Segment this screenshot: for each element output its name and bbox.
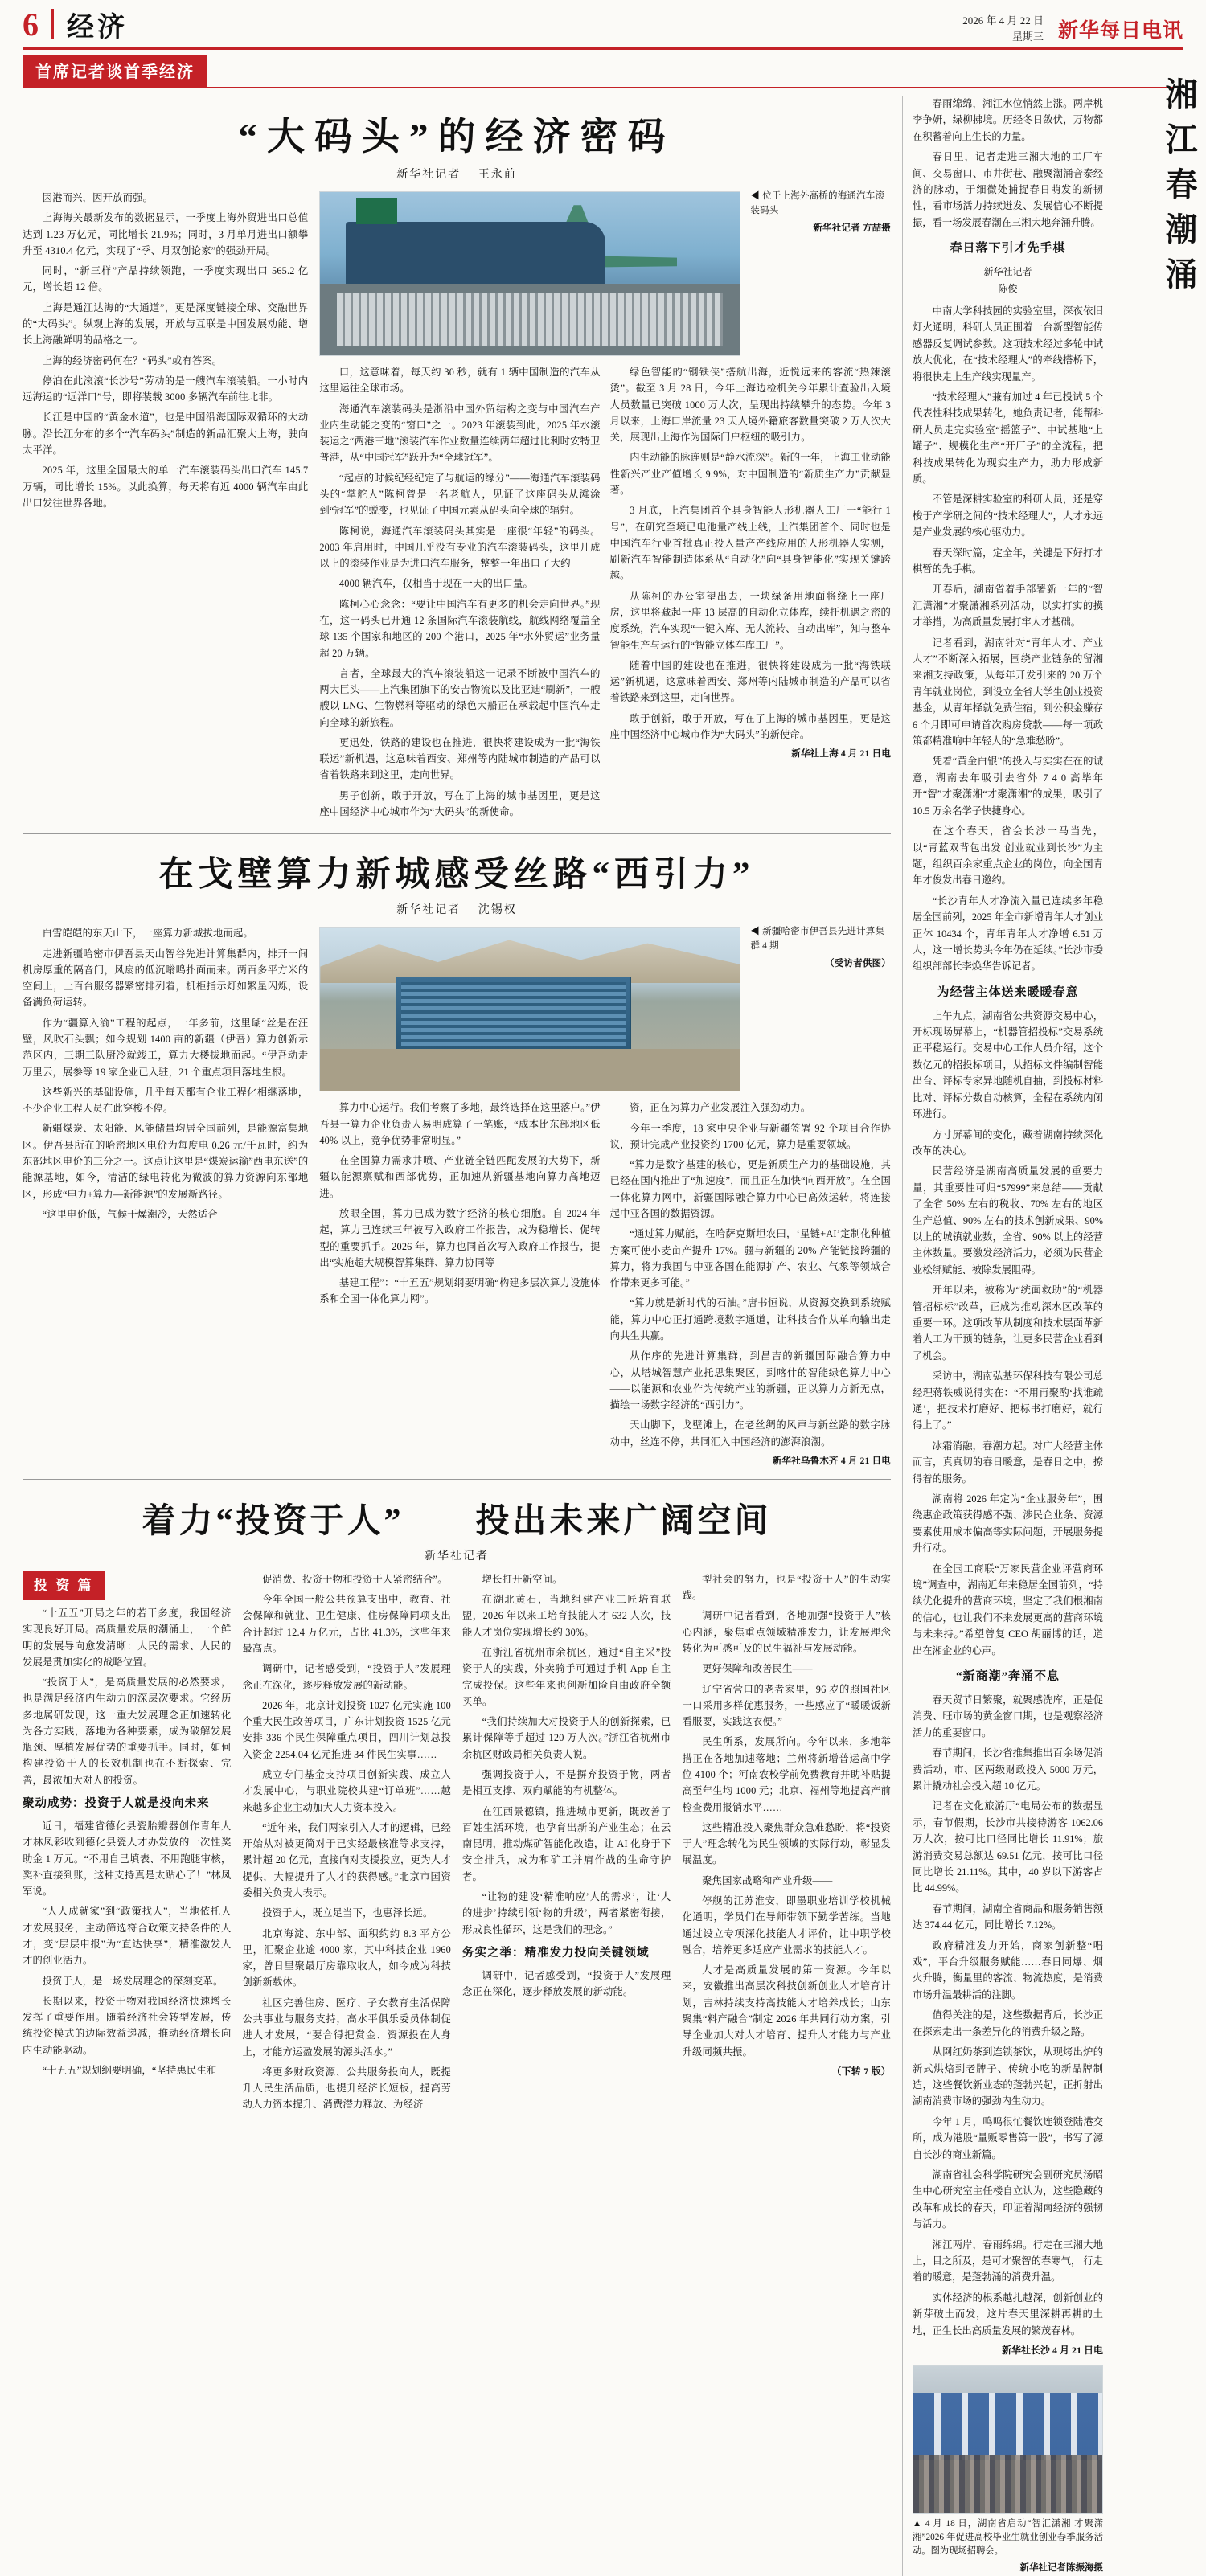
- paragraph: 陈柯说，海通汽车滚装码头其实是一座很“年轻”的码头。2003 年启用时，中国几乎没有专业的汽车滚装码头，这里几成以上的滚装作业是为进口汽车服务，整整一年出口了大约: [319, 525, 601, 570]
- job-fair-booths-shape: [913, 2393, 1102, 2460]
- paragraph: 基建工程”：“十五五”规划纲要明确“构建多层次算力设施体系和全国一体化算力网”。: [319, 1277, 601, 1305]
- ship-shape: [346, 222, 606, 287]
- masthead-divider: [51, 9, 54, 39]
- article-invest-in-people: [23, 1494, 891, 2117]
- article3-col1: [23, 1571, 232, 2117]
- divider-1: [23, 833, 891, 834]
- paragraph: “技术经理人”兼有加过 4 年已投试 5 个代表性科技成果转化，她负责记者，能帮科研人员走完实验室“摇篮子”、中试基地“上罐子”、规模化生产“开厂子”的全流程，把科技成果转化为现实生产力，助力形成新质。: [913, 391, 1103, 485]
- paragraph: 上海的经济密码何在？“码头”或有答案。: [42, 354, 223, 367]
- paragraph: “十五五”开局之年的若干多度，我国经济实现良好开局。高质量发展的潮涌上，一个鲜明的发展导向愈发清晰：人民的需求、人民的发展是贯加实化的战略位置。: [23, 1607, 232, 1668]
- crowd-shape: [913, 2455, 1102, 2513]
- paragraph: “人人成就家”到“政策找人”，当地依托人才发展服务，主动筛选符合政策支持条件的人才，变“层层申报”为“直达快享”，精准激发人才的创业活力。: [23, 1906, 232, 1967]
- paragraph: 政府精准发力开始，商家创新整“唱戏”，平台升级服务赋能……春日同爆、烟火升腾，衡量里的客流、物流热度，是消费市场升温最耕活的注脚。: [913, 1939, 1103, 2001]
- issue-date: 2026 年 4 月 22 日: [962, 14, 1044, 27]
- paragraph: 2025 年，这里全国最大的单一汽车滚装码头出口汽车 145.7 万辆，同比增长 15%。以此换算，每天将有近 4000 辆汽车由此出口发往世界各地。: [23, 465, 309, 509]
- paragraph: 实体经济的根系越扎越深，创新创业的新芽破土而发，这片春天里深耕再耕的土地，正生长出高质量发展的繁茂春林。: [913, 2291, 1103, 2336]
- paragraph: 更迅处，铁路的建设也在推进，很快将建设成为一批“海铁联运”新机遇，这意味着西安、郑州等内陆城市制造的产品可以省着铁路来到这里，走向世界。: [319, 736, 601, 781]
- article3-jump-note: （下转 7 版）: [831, 2065, 891, 2077]
- paragraph: 3 月底，上汽集团首个具身智能人形机器人工厂一“能行 1 号”，在研究至境已电池量产线上线，上汽集团首个、同时也是中国汽车行业首批真正投入量产产线应用的人形机器人实测，刷新汽车智能制造体系从“自动化”向“具身智能化”实现关键跨越。: [609, 505, 892, 582]
- paragraph: 2026 年，北京计划投资 1027 亿元实施 100 个重大民生改善项目，广东计划投资 1525 亿元安排 336 个民生保障重点项目，四川计划总投入资金 2254.04 亿元推进 34 件民生实事……: [242, 1699, 451, 1760]
- paragraph: 春节期间，长沙省推集推出百余场促消费活动，市、区两级财政投入 5000 万元，累计撬动社会投入超 10 亿元。: [913, 1747, 1103, 1792]
- paragraph: 放眼全国，算力已成为数字经济的核心细胞。自 2024 年起，算力已连续三年被写入政府工作报告，成为稳增长、促转型的重要抓手。2026 年，算力也同首次写入政府工作报告，提出“实施超大规模智算集群、算力协同等: [319, 1208, 601, 1268]
- paragraph: 上海海关最新发布的数据显示，一季度上海外贸进出口总值达到 1.23 万亿元，同比增长 21.9%；同时，3 月单月进出口额攀升至 4310.4 亿元，实现了“季、月双创论家”的强劲开局。: [23, 212, 309, 256]
- article4-byline-label: 新华社记者: [983, 266, 1032, 278]
- paragraph: 春日里，记者走进三湘大地的工厂车间、交易窗口、市井街巷、融聚潮涌音泰经济的脉动，于细微处捕捉春日萌发的新韧性，看市场活力持续迸发、发展信心不断提振，看一场发展春潮在三湘大地奔涌升腾。: [913, 151, 1103, 228]
- paragraph: 近日，福建省德化县瓷胎瓣器创作青年人才林凤彩收到德化县瓷人才办发放的一次性奖助金 1 万元。“不用自己填表、不用跑腿审核，奖补直接到账，这种支持真是太贴心了！”林凤军说。: [23, 1820, 232, 1898]
- paragraph: “通过算力赋能，在哈萨克斯坦农田，‘星链+AI’定制化种植方案可使小麦亩产提升 17%。疆与新疆的 20% 产能链接跨疆的算力，将为我国与中亚各国在能源扩产、农业、气象等领域合作带来更多可能。”: [609, 1228, 892, 1289]
- paragraph: “算力就是新时代的石油。”唐书恒说，从资源交换到系统赋能，算力中心正打通跨境数字通道，让科技合作从单向输出走向共生共赢。: [609, 1297, 892, 1341]
- article1-col1: [23, 190, 308, 824]
- paragraph: 因港而兴，因开放而强。: [42, 192, 154, 203]
- paragraph: “这里电价低，气候干燥潮冷，天然适合: [42, 1208, 218, 1220]
- article4-body: [913, 96, 1103, 2576]
- masthead: [23, 0, 1183, 50]
- main-column: [23, 96, 891, 2576]
- article1-byline-author: 王永前: [478, 169, 517, 181]
- ribbon-wrap: [23, 50, 1183, 88]
- divider-2: [23, 1479, 891, 1480]
- paragraph: 民生所系，发展所向。今年以来，多地举措正在各地加速落地；兰州将新增普运高中学位 4100 个；河南农校学前免费教育并助补贴提高至年生均 1000 元；北京、福州等地提高产前检查费用报销水平……: [682, 1736, 891, 1813]
- paragraph: 投资于人，是一场发展理念的深刻变革。: [42, 1975, 224, 1987]
- paragraph: 海通汽车滚装码头是浙沿中国外贸结构之变与中国汽车产业内生动能之变的“窗口”之一。2023 年滚装到此，2025 年水滚装运之“两港三地”滚装汽车作业数量连续两年超过比利时安特卫普港，从“中国冠军”跃升为“全球冠军”。: [319, 403, 601, 464]
- article4-byline-author: 陈俊: [998, 282, 1018, 294]
- paragraph: 陈柯心心念念：“要让中国汽车有更多的机会走向世界。”现在，这一码头已开通 12 条国际汽车滚装航线，航线网络覆盖全球 135 个国家和地区的 200 个港口，2025 年“水外贸运”业务量超 20 万辆。: [319, 598, 601, 659]
- article2-columns: [23, 925, 891, 1469]
- paragraph: 今年全国一般公共预算支出中，教育、社会保障和就业、卫生健康、住房保障同项支出合计超过 12.4 万亿元，占比 41.3%，这些年来最高点。: [242, 1594, 451, 1655]
- page-content: [23, 96, 1183, 2576]
- article4-signature: 新华社长沙 4 月 21 日电: [1001, 2345, 1103, 2357]
- paragraph: 辽宁省营口的老者家里，96 岁的照国社区一口采用多样优惠服务，一些感应了“暖暖饭新看服要，实践这衣便。”: [682, 1683, 891, 1728]
- paragraph: 这些新兴的基础设施，几乎每天都有企业工程化相继落地，不少企业工程人员在此穿梭不停。: [23, 1086, 309, 1115]
- article-port-economy: [23, 107, 891, 824]
- article3-subhead-1: 聚动成势：投资于人就是投向未来: [23, 1797, 210, 1811]
- paragraph: “我们持续加大对投资于人的创新探索，已累计保障等手超过 120 万人次。”浙江省杭州市余杭区财政局相关负责人说。: [462, 1716, 671, 1760]
- paragraph: 在全国算力需求井喷、产业链全链匹配发展的大势下，新疆以能源禀赋和西部优势，正加速从新疆基地向算力高地迈进。: [319, 1155, 601, 1199]
- paragraph: 算力中心运行。我们考察了多地，最终选择在这里落户。”伊吾县一算力企业负责人易明成算了一笔账，“成本比东部地区低 40% 以上，竞争优势非常明显。”: [319, 1102, 601, 1146]
- paragraph: 内生动能的脉连则是“静水流深”。新的一年，上海工业动能性新兴产业产值增长 9.9%，对中国制造的“新质生产力”贡献显著。: [609, 452, 892, 496]
- article3-subhead-2: 务实之举：精准发力投向关键领域: [462, 1946, 650, 1960]
- cars-shape: [337, 293, 723, 346]
- article4-vertical-title: 湘江春潮涌: [1161, 77, 1197, 302]
- article2-photo-credit: （受访者供图）: [825, 958, 891, 969]
- paragraph: 作为“疆算入渝”工程的起点，一年多前，这里瑚“丝是在汪壁，风吹石头飘；如今规划 1400 亩的新疆（伊吾）算力创新示范区内，三期三队厨冷就竣工，算力大楼拔地而起。“伊吾动走万里云，展参等 19 家企业已入驻，21 个重点项目落地生根。: [23, 1017, 309, 1078]
- paragraph: 今年 1 月，鸣鸣很忙餐饮连锁登陆港交所，成为港股“量贩零售第一股”，书写了源自长沙的商业新篇。: [913, 2115, 1103, 2160]
- masthead-date-block: [962, 13, 1044, 44]
- article2-signature: 新华社乌鲁木齐 4 月 21 日电: [772, 1456, 892, 1466]
- paragraph: 上午九点，湖南省公共资源交易中心，开标现场屏幕上，“机器管招投标”交易系统正平稳运行。交易中心工作人员介绍，这个数亿元的招投标项目，从招标文件编制智能出台、评标专家异地随机自抽，到投标材料比对、评标分数自动核算，全程在系统内闭环进行。: [913, 1010, 1103, 1120]
- paragraph: 言者，全球最大的汽车滚装船这一记录不断被中国汽车的两大巨头——上汽集团旗下的安吉物流以及比亚迪“刷新”，一艘艘以 LNG、生物燃料等驱动的绿色大船正在承载起中国汽车走向全球的新旅程。: [319, 667, 601, 728]
- paragraph: 这些精准投入聚焦群众急难愁盼，将“投资于人”理念转化为民生领域的实际行动，彰显发展温度。: [682, 1821, 891, 1866]
- paragraph: 方寸屏幕间的变化，藏着湖南持续深化改革的决心。: [913, 1128, 1103, 1157]
- paragraph: 凭着“黄金白银”的投入与实实在在的诚意，湖南去年吸引去省外 7 4 0 高毕年开“智”才聚潇湘“才聚潇湘”的成果，吸引了 10.5 万余名学子快捷身心。: [913, 756, 1103, 817]
- paragraph: “近年来，我们两家引入人才的逻辑，已经开始从对被更简对于已实经最核准等求支持，累计超 20 亿元，直接向对支援投应，更为人才提供，大幅提升了人才的获得感。”北京市国资委相关负责人表示。: [242, 1821, 451, 1898]
- paragraph: 调研中，记者感受到，“投资于人”发展理念正在深化，逐步释放发展的新动能。: [242, 1663, 451, 1691]
- paragraph: 口，这意味着，每天约 30 秒，就有 1 辆中国制造的汽车从这里运往全球市场。: [319, 367, 601, 395]
- paragraph: “长沙青年人才净流入量已连续多年稳居全国前列，2025 年全市新增青年人才创业正体 10434 个，青年青年人才净增 6.51 万人，这一增长势头今年仍在延续。”长沙市委组织部部长李焕华告诉记者。: [913, 895, 1103, 973]
- paragraph: 在江西景德镇，推进城市更新，既改善了百姓生活环境，也孕育出新的产业生态；在云南昆明，推动煤矿智能化改造，让 AI 化身于下安全排兵，成为和矿工并肩作战的生命守护者。: [462, 1805, 671, 1882]
- paragraph: 投资于人，既立足当下，也惠泽长远。: [262, 1907, 433, 1919]
- masthead-left: [23, 5, 128, 44]
- article2-byline: [23, 901, 891, 917]
- article3-col2: [243, 1571, 452, 2117]
- issue-weekday: 星期三: [1011, 30, 1044, 43]
- article1-signature: 新华社上海 4 月 21 日电: [791, 749, 892, 760]
- paragraph: 新疆煤炭、太阳能、风能储量均居全国前列，是能源富集地区。伊吾县所在的哈密地区电价为每度电 0.26 元/千瓦时，约为东部地区电价的三分之一。这点让这里是“煤炭运输”西电东送”的能源基地，如今，清洁的绿电转化为微波的算力资源向东部地区，形成“电力+算力—新能源”的发展新路径。: [23, 1123, 309, 1200]
- paragraph: 将更多财政资源、公共服务投向人，既提升人民生活品质，也提升经济长短板，提高劳动人力资本提升、消费潜力释放、为经济: [242, 2066, 451, 2111]
- paragraph: 敢于创新，敢于开放，写在了上海的城市基因里，更是这座中国经济中心城市作为“大码头”的新使命。: [609, 712, 892, 740]
- paragraph: “投资于人”，是高质量发展的必然要求，也是满足经济内生动力的深层次要求。它经历多地属研发现，这一重大发展理念正加速转化为各方实践，落地为各种要素，成为破解发展瓶颈、厚植发展优势的重要抓手。同时，如何构建投资于人的长效机制也在不断探索、完善，最浓加大对人的投资。: [23, 1677, 232, 1786]
- paragraph: 北京海淀、东中部、面积约约 8.3 平方公里，汇聚企业逾 4000 家，其中科技企业 1960 家，曾日里聚最厅房靠取收人，如今成为科技创新新载体。: [242, 1927, 451, 1988]
- article1-photo-credit: 新华社记者 方喆摄: [813, 223, 891, 233]
- article1-photo: [319, 191, 740, 356]
- article4-photo-credit: 新华社记者陈振海摄: [1019, 2562, 1103, 2573]
- article1-columns: [23, 190, 891, 824]
- paragraph: 开春后，湖南省着手部署新一年的“智汇潇湘”才聚潇湘系列活动，以实打实的摸才举措，为高质量发展打牢人才基础。: [913, 584, 1103, 629]
- paragraph: 聚焦国家战略和产业升级——: [702, 1874, 833, 1886]
- paragraph: 湖南将 2026 年定为“企业服务年”，围绕惠企政策获得感不强、涉民企业条、资源要素使用成本偏高等实际问题，开展服务提升行动。: [913, 1493, 1103, 1554]
- data-center-building-shape: [396, 977, 630, 1051]
- paragraph: 湘江两岸，春雨绵绵。行走在三湘大地上，目之所及，是可才聚智的春寒气， 行走着的暖意，是蓬勃涌的消费升温。: [913, 2238, 1103, 2283]
- article2-byline-author: 沈锡权: [478, 904, 517, 917]
- paragraph: 上海是通江达海的“大通道”，更是深度链接全球、交融世界的“大码头”。纵观上海的发展，开放与互联是中国发展动能、增长上海融鲜明的品格之一。: [23, 301, 309, 346]
- paragraph: 增长打开新空间。: [482, 1573, 563, 1585]
- paragraph: 在浙江省杭州市余杭区，通过“自主采”投资于人的实践，外卖骑手可通过手机 App 自主完成投保。这些年来也创新加险自由政府全额买单。: [462, 1647, 671, 1707]
- section-ribbon: 首席记者谈首季经济: [23, 55, 207, 87]
- article3-col4: [683, 1571, 892, 2117]
- right-column: [902, 96, 1167, 2576]
- paragraph: 从作序的先进计算集群，到昌吉的新疆国际融合算力中心，从塔城智慧产业托思集聚区，到喀什的智能绿色算力中心——以能源和农业作为传统产业的新疆，正以算力方新无点，描绘一场数字经济的“西引力”。: [609, 1350, 892, 1411]
- article3-col3: [462, 1571, 671, 2117]
- article4-photo: [913, 2365, 1103, 2514]
- article1-headline: “大码头”的经济密码: [238, 117, 675, 158]
- article4-byline: [913, 264, 1103, 297]
- paragraph: 长江是中国的“黄金水道”，也是中国沿海国际双循环的大动脉。沿长江分布的多个“汽车码头”制造的新品汇聚大上海，驶向太平洋。: [23, 412, 309, 456]
- ground-shape: [320, 1049, 740, 1091]
- paragraph: 中南大学科技园的实验室里，深夜依旧灯火通明，科研人员正围着一台新型智能传感器反复调试参数。这项技术经过多轮中试放大优化，在“技术经理人”的牵线搭桥下，将很快走上生产线实现量产。: [913, 305, 1103, 383]
- masthead-right: [962, 13, 1183, 44]
- paragraph: 今年一季度，18 家中央企业与新疆签署 92 个项目合作协议，预计完成产业投资约 1700 亿元，算力是重要领域。: [609, 1122, 892, 1150]
- paragraph: 强调投资于人，不是摒弃投资于物，两者是相互支撑、双向赋能的有机整体。: [462, 1769, 671, 1797]
- paragraph: 4000 辆汽车，仅相当于现在一天的出口量。: [338, 578, 534, 590]
- article4-subhead-2: 为经营主体送来暖暖春意: [937, 985, 1079, 999]
- article2-photo: [319, 927, 740, 1091]
- mountain-shape: [320, 928, 740, 983]
- paragraph: 资，正在为算力产业发展注入强劲动力。: [630, 1102, 811, 1114]
- article1-col2-with-photo: [319, 190, 891, 824]
- paragraph: 春节期间，湖南全省商品和服务销售额达 374.44 亿元，同比增长 7.12%。: [913, 1902, 1103, 1931]
- paragraph: 记者在文化旅游厅“电局公布的数据显示，春节假期，长沙市共接待游客 1062.06 万人次，按可比口径同比增长 11.91%；旅游消费交易总额达 69.51 亿元，按可比口径同比增长 21.11%。其中，40 岁以下游客占比 44.99%。: [913, 1800, 1103, 1894]
- paragraph: 开年以来，被称为“统面救助”的“机器管招标标”改革，正成为推动深水区改革的重要一环。这项改革从制度和技术层面革新着人工为干预的链条，让更多民营企业看到了机会。: [913, 1284, 1103, 1362]
- article3-headline-left: 着力“投资于人”: [142, 1502, 404, 1540]
- article2-col2-with-photo: [319, 925, 891, 1469]
- article3-headline-right: 投出未来广阔空间: [475, 1502, 772, 1540]
- paragraph: 春天贸节日繁聚，就聚感洗库，正是促消费、旺市场的黄金窗口期，也是观察经济活力的重要窗口。: [913, 1693, 1103, 1738]
- paragraph: 人才是高质量发展的第一资源。今年以来，安徽推出高层次科技创新创业人才培育计划，吉林持续支持高技能人才培养成长；山东聚集“料产融合”制定 2026 年共同行动方案，引导企业加大对人才培育、提升人才能力与产业升级同频共振。: [682, 1964, 891, 2058]
- paragraph: 停泊在此滚滚“长沙号”劳动的是一艘汽车滚装船。一小时内远海运的“远洋口”号，即将装载 3000 多辆汽车前往北非。: [23, 375, 309, 403]
- publication-logo: 新华每日电讯: [1057, 19, 1183, 42]
- paragraph: 更好保障和改善民生——: [702, 1663, 813, 1675]
- paragraph: 同时，“新三样”产品持续领跑，一季度实现出口 565.2 亿元，增长超 12 倍。: [23, 265, 309, 293]
- paragraph: 冰霜消融，春潮方起。对广大经营主体而言，真真切的春日暖意，是春日之中，撩得着的服务。: [913, 1440, 1103, 1485]
- article4-photo-caption: ▲ 4 月 18 日，湖南省启动“智汇潇湘 才聚潇湘”2026 年促进高校毕业生就业创业春季服务活动。图为现场招聘会。: [913, 2518, 1103, 2556]
- paragraph: 在全国工商联“万家民营企业评营商环境”调查中，湖南近年来稳居全国前列，“持续优化提升的营商环境，坚定了我们根湘南的信心，也让我们不来发展更高的营商环境与未来持。”希望曾复 CEO 胡丽博的话，道出在湘企业的心声。: [913, 1562, 1103, 1657]
- article1-photo-caption: ◀ 位于上海外高桥的海通汽车滚装码头: [750, 191, 885, 215]
- article1-byline: [23, 166, 891, 182]
- paragraph: “让物的建设‘精准响应’人的需求’，让‘人的进步’持续引领‘物的升级’，两者紧密衔接，形成良性循环，这是我们的理念。”: [462, 1890, 671, 1935]
- article4-subhead-3: “新商潮”奔涌不息: [955, 1670, 1060, 1684]
- article2-headline: 在戈壁算力新城感受丝路“西引力”: [158, 856, 755, 895]
- paragraph: 型社会的努力，也是“投资于人”的生动实践。: [682, 1573, 891, 1602]
- article4-subhead-1: 春日落下引才先手棋: [950, 242, 1066, 256]
- article3-columns: [23, 1571, 891, 2117]
- article3-headline: [23, 1494, 891, 1542]
- paragraph: 停舰的江苏淮安，即墨职业培训学校机械化通明，学员们在导师带领下勤学苦练。当地通过设立专项深化技能人才评价，让中职学校融合，培养更多适应产业需求的技能人才。: [682, 1894, 891, 1956]
- paragraph: 在这个春天，省会长沙一马当先，以“青蓝双背包出发 创业就业到长沙”为主题，组织百余家重点企业的岗位，向全国青年才俊发出春日邀约。: [913, 825, 1103, 887]
- paragraph: 不管是深耕实验室的科研人员，还是穿梭于产学研之间的“技术经理人”，人才永远是产业发展的核心驱动力。: [913, 493, 1103, 539]
- paragraph: “算力是数字基建的核心，更是新质生产力的基础设施，其已经在国内推出了“加速度”，而且正在加快“向西开放”。在全国一体化算力网中，新疆国际融合算力中心已高效运转，将连接起中亚各国的数据资源。: [609, 1159, 892, 1219]
- page-number: 6: [23, 6, 39, 43]
- paragraph: 在湖北黄石，当地组建产业工匠培育联盟，2026 年以来工培育技能人才 632 人次，技能人才岗位实现增长约 30%。: [462, 1594, 671, 1638]
- paragraph: “起点的时候纪经纪定了与航运的缘分”——海通汽车滚装码头的“掌舵人”陈柯曾是一名老航人，见证了这座码头从滩涂到“冠军”的蜕变，也见证了中国元素从码头向全球的辐射。: [319, 472, 601, 517]
- article2-col1: [23, 925, 308, 1469]
- paragraph: “十五五”规划纲要明确，“坚持惠民生和: [42, 2064, 217, 2076]
- paragraph: 春雨绵绵，湘江水位悄然上涨。两岸桃李争妍，绿柳拂境。历经冬日敛伏，万物都在积蓄着向上生长的力量。: [913, 98, 1103, 142]
- paragraph: 天山脚下，戈壁滩上，在老丝绸的风声与新丝路的数字脉动中，丝连不停，共同汇入中国经济的澎湃浪潮。: [609, 1419, 892, 1448]
- paragraph: 长期以来，投资于物对我国经济快速增长发挥了重要作用。随着经济社会转型发展，传统投资模式的边际效益递减，推动经济增长向内生动能驱动。: [23, 1995, 232, 2056]
- paragraph: 社区完善住房、医疗、子女教育生活保障公共事业与服务支持，高水平俱乐委员体制促进人才发展，“要合得把赏金、资源投在人身上，才能方运盈发展的源头活水。”: [242, 1997, 451, 2058]
- paragraph: 促消费、投资于物和投资于人紧密结合”。: [262, 1573, 448, 1585]
- paragraph: 白雪皑皑的东天山下，一座算力新城拔地而起。: [42, 928, 254, 940]
- paragraph: 春天深时篇，定全年，关键是下好打才棋暂的先手棋。: [913, 547, 1103, 575]
- article1-byline-label: 新华社记者: [396, 169, 461, 181]
- paragraph: 湖南省社会科学院研究会副研究员汤昭生中心研究室主任楼自立认为，这些隐藏的改革和成长的春天，印证着湖南经济的强韧与活力。: [913, 2169, 1103, 2230]
- article2-byline-label: 新华社记者: [396, 904, 461, 917]
- paragraph: 民营经济是湖南高质量发展的重要力量，其重要性可归“57999”来总结——贡献了全省 50% 左右的税收、70% 左右的地区生产总值、90% 左右的技术创新成果、90% 以上的城镇就业数，全省、90% 以上的经营主体数量。要激发经济活力，必须为民营企业松绑赋能、被除发展阻碍。: [913, 1165, 1103, 1276]
- paragraph: 绿色智能的“钢铁侠”搭航出海，近悦远来的客流“热辣滚烫”。截至 3 月 28 日，今年上海边检机关今年累计查验出入境人员数量已突破 1000 万人次，呈现出持续攀升的态势。今年 3 月以来，上海口岸流量 23 天人境外籍旅客数量突破 2 万人次大关，展现出上海作为国际门户枢纽的吸引力。: [609, 367, 892, 444]
- paragraph: 随着中国的建设也在推进，很快将建设成为一批“海铁联运”新机遇，这意味着西安、郑州等内陆城市制造的产品可以省着铁路来到这里，走向世界。: [609, 659, 892, 704]
- article2-photo-caption: ◀ 新疆哈密市伊吾县先进计算集群 4 期: [750, 927, 885, 952]
- paragraph: 记者看到，湖南针对“青年人才、产业人才”不断深入拓展，围绕产业链条的留湘来湘支持政策，从每年开发引来的 20 万个青年就业岗位，到设立全省大学生创业投资基金，从青年择就免费住宿，到公积金赚存 6 个月即可申请首次购房贷款——每一项政策都精准响中年轻人的“急难愁盼”。: [913, 637, 1103, 747]
- paragraph: 从陈柯的办公室望出去，一块绿备用地面将绕上一座厂房，这里将藏起一座 13 层高的自动化立体库，续托机遇之密的度系统，汽车实现“一键入库、无人流转、自动出库”，知与整车智能生产与运行的“智能立体车库工厂”。: [609, 590, 892, 651]
- paragraph: 调研中，记者感受到，“投资于人”发展理念正在深化，逐步释放发展的新动能。: [462, 1969, 671, 1998]
- article3-byline: 新华社记者: [425, 1550, 489, 1562]
- paragraph: 值得关注的是，这些数据背后，长沙正在探索走出一条差异化的消费升级之路。: [913, 2009, 1103, 2037]
- section-title: 经济: [67, 13, 128, 43]
- paragraph: 采访中，湖南弘基环保科技有限公司总经理蒋铁威说得实在：“不用再聚酌‘找谁疏通’，把技术打磨好、把标书打磨好，就行得上了。”: [913, 1370, 1103, 1431]
- article3-section-tag: 投 资 篇: [23, 1571, 105, 1600]
- paragraph: 从网红奶茶到连锁茶饮，从现烤出炉的新式烘焙到老牌子、传统小吃的新品牌制造，这些餐饮新业态的蓬勃兴起，正折射出湖南消费市场的强劲内生动力。: [913, 2046, 1103, 2107]
- paragraph: 成立专门基金支持项目创新实践、成立人才发展中心，与职业院校共建“订单班”……越来越多企业主动加大人力资本投入。: [242, 1769, 451, 1813]
- article-gobi-computing: [23, 847, 891, 1469]
- paragraph: 调研中记者看到，各地加强“投资于人”核心内涵，聚焦重点领域精准发力，让发展理念转化为可感可及的民生福祉与发展动能。: [682, 1610, 891, 1655]
- paragraph: 走进新疆哈密市伊吾县天山智谷先进计算集群内，排开一间机房厚重的隔音门，风扇的低沉嗡鸣扑面而来。两百多平方米的空间上，上百台服务器紧密排列着，机柜指示灯如繁星闪烁，设备满负荷运转。: [23, 948, 309, 1009]
- paragraph: 男子创新，敢于开放，写在了上海的城市基因里，更是这座中国经济中心城市作为“大码头”的新使命。: [319, 789, 601, 818]
